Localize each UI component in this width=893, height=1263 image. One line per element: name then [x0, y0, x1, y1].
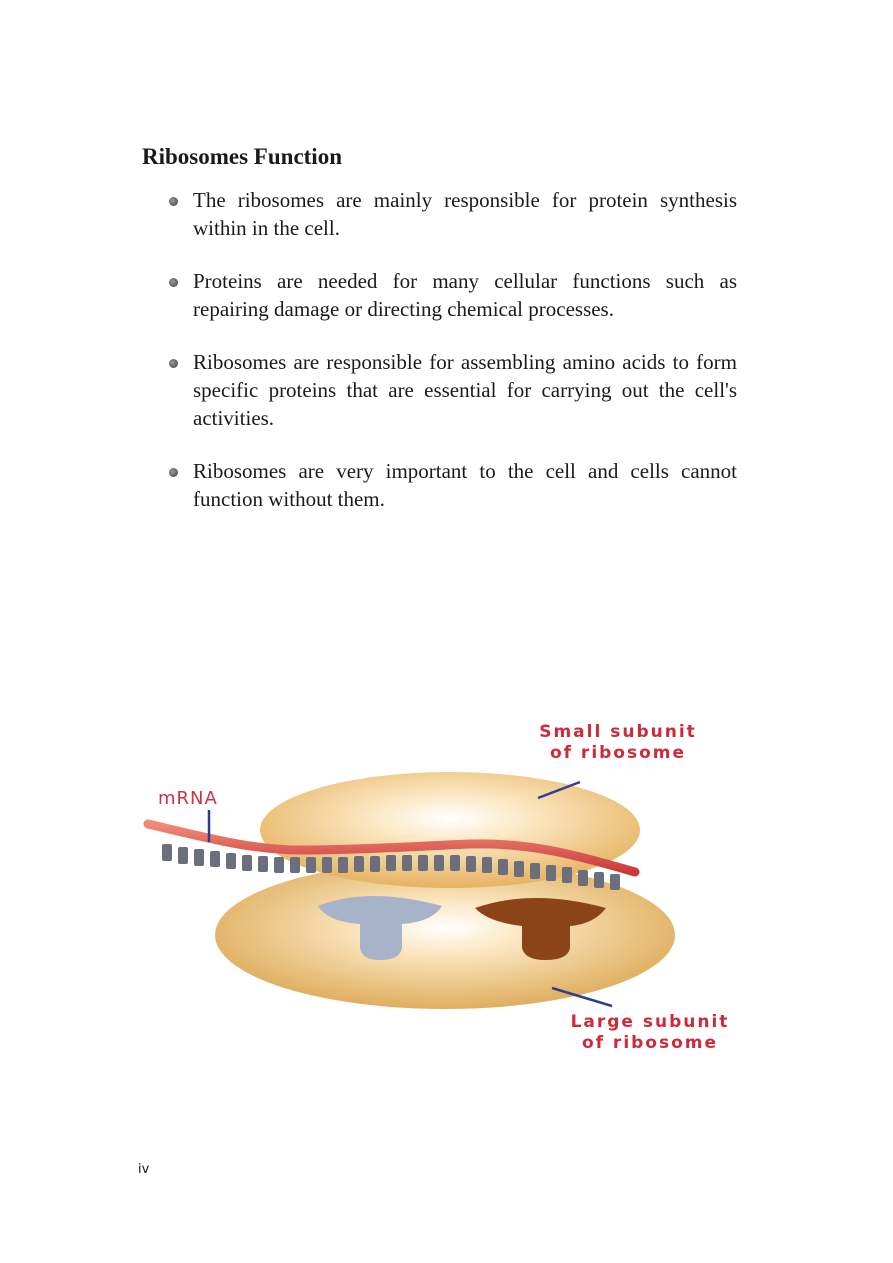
bullet-text: Ribosomes are very important to the cell and cells cannot function without them.	[193, 459, 737, 511]
large-subunit-label-line2: of ribosome	[581, 1033, 719, 1053]
bullet-dot-icon	[169, 278, 178, 287]
section-heading: Ribosomes Function	[142, 144, 342, 169]
bullet-item	[165, 186, 737, 242]
small-subunit-label-line2: of ribosome	[549, 743, 687, 763]
small-subunit-label	[518, 722, 718, 764]
bullet-dot-icon	[169, 468, 178, 477]
bullet-item	[165, 457, 737, 513]
bullet-text: Proteins are needed for many cellular functions such as repairing damage or directing chemical processes.	[193, 269, 737, 321]
bullet-text: The ribosomes are mainly responsible for protein synthesis within in the cell.	[193, 188, 737, 240]
bullet-dot-icon	[169, 197, 178, 206]
large-subunit-label	[550, 1012, 750, 1054]
bullet-dot-icon	[169, 359, 178, 368]
page-number: iv	[138, 1162, 150, 1177]
bullet-item	[165, 267, 737, 323]
bullet-item	[165, 348, 737, 432]
small-subunit-label-line1: Small subunit	[539, 722, 697, 742]
large-subunit-label-line1: Large subunit	[570, 1012, 730, 1032]
bullet-list	[165, 186, 737, 538]
ribosome-diagram	[140, 710, 750, 1070]
bullet-text: Ribosomes are responsible for assembling amino acids to form specific proteins that are essential for carrying out the cell's activities.	[193, 350, 737, 430]
mrna-label: mRNA	[158, 788, 218, 809]
